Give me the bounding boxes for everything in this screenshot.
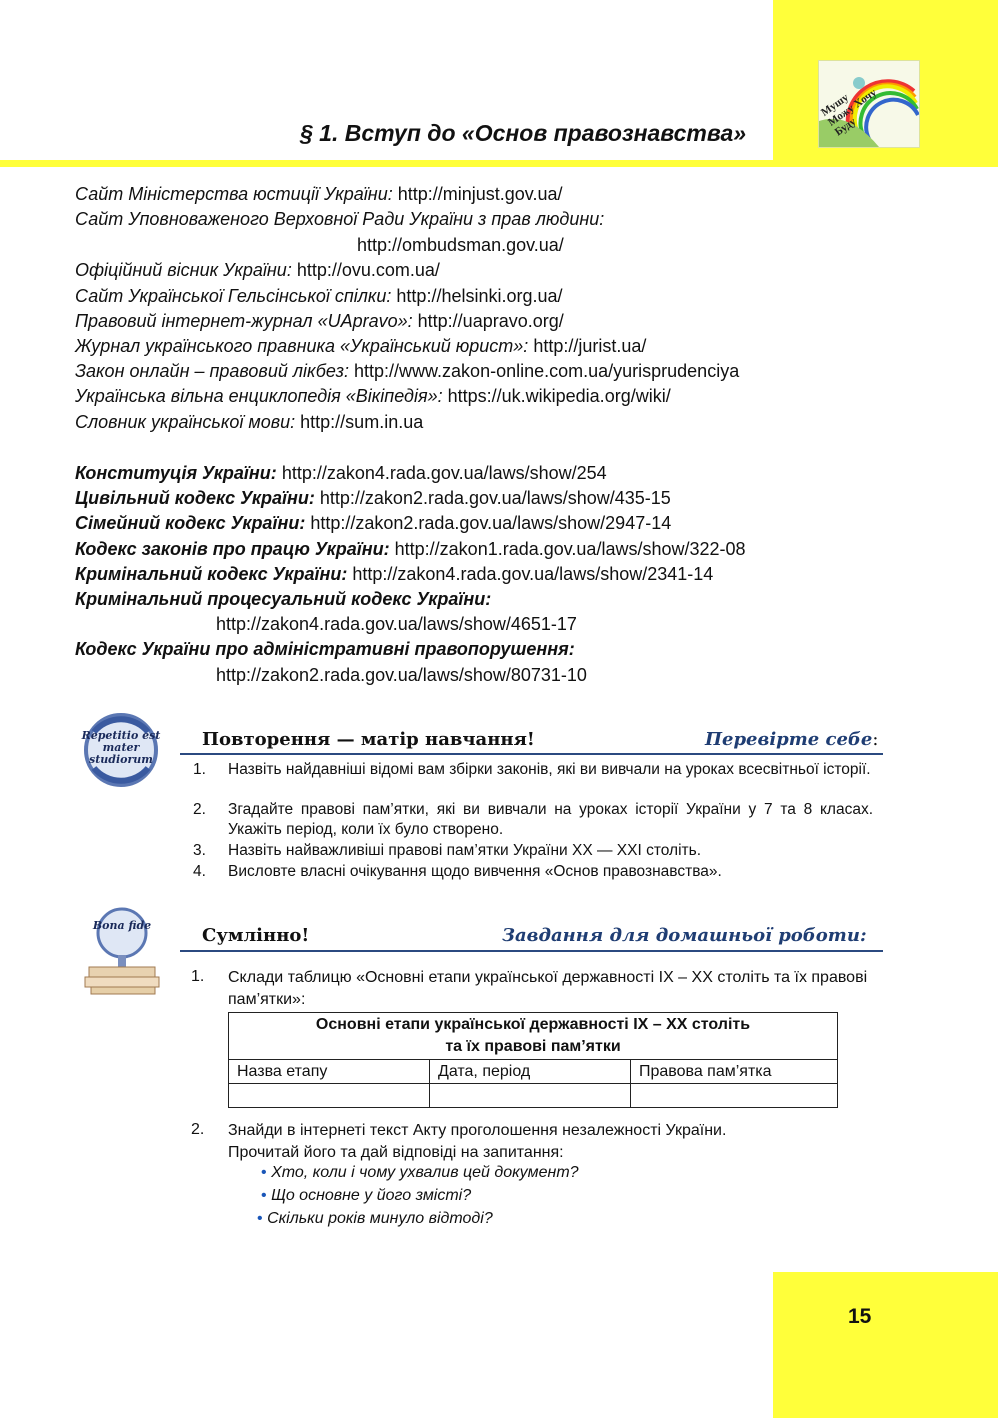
link-line bbox=[75, 208, 604, 230]
link-url[interactable]: http://sum.in.ua bbox=[300, 412, 424, 432]
link-line bbox=[75, 411, 423, 433]
item-num: 4. bbox=[193, 863, 206, 880]
code-label: Кримінальний кодекс України: bbox=[75, 564, 348, 584]
link-line bbox=[75, 285, 563, 307]
item-text: Згадайте правові пам’ятки, які ви вивчали на уроках історії України у 7 та 8 класах. Укажіть період, коли їх було створено. bbox=[228, 801, 873, 838]
code-url[interactable]: http://zakon4.rada.gov.ua/laws/show/4651-17 bbox=[216, 614, 577, 634]
link-url[interactable]: http://ombudsman.gov.ua/ bbox=[357, 235, 564, 255]
link-label: Журнал українського правника «Український юрист»: bbox=[75, 336, 529, 356]
page-number: 15 bbox=[848, 1305, 872, 1328]
bullet-icon: • bbox=[261, 1164, 267, 1181]
question-item bbox=[257, 1210, 493, 1228]
code-label: Цивільний кодекс України: bbox=[75, 488, 315, 508]
table-header-row bbox=[229, 1060, 838, 1084]
question-text: Скільки років минуло відтоді? bbox=[267, 1210, 493, 1227]
code-line bbox=[75, 538, 746, 560]
link-url[interactable]: https://uk.wikipedia.org/wiki/ bbox=[447, 386, 671, 406]
link-label: Українська вільна енциклопедія «Вікіпедія»: bbox=[75, 386, 443, 406]
code-url[interactable]: http://zakon4.rada.gov.ua/laws/show/2341-14 bbox=[352, 564, 714, 584]
logo-text: Мушу Можу Хочу Буду bbox=[819, 86, 879, 139]
code-line bbox=[75, 563, 713, 585]
homework-header-left: Сумлінно! bbox=[202, 925, 310, 946]
item-text: Назвіть найважливіші правові пам’ятки України ХХ — ХХІ століть. bbox=[228, 842, 702, 859]
link-label: Офіційний вісник України: bbox=[75, 260, 292, 280]
code-url[interactable]: http://zakon2.rada.gov.ua/laws/show/435-15 bbox=[319, 488, 671, 508]
question-item bbox=[261, 1187, 471, 1205]
code-line bbox=[75, 462, 607, 484]
code-url-line bbox=[216, 664, 587, 686]
table-cell[interactable] bbox=[229, 1084, 430, 1108]
stages-table bbox=[228, 1012, 838, 1108]
task-text-line-1: Знайди в інтернеті текст Акту проголошення незалежності України. bbox=[228, 1122, 727, 1139]
task-text: Склади таблицю «Основні етапи української державності ІХ – ХХ століть та їх правові пам’ятки»: bbox=[228, 969, 868, 1008]
rainbow-logo bbox=[818, 60, 920, 148]
task-num: 2. bbox=[191, 1121, 205, 1138]
table-title-row bbox=[229, 1013, 838, 1060]
link-url-line bbox=[357, 234, 564, 256]
code-url[interactable]: http://zakon2.rada.gov.ua/laws/show/2947-14 bbox=[310, 513, 672, 533]
link-label: Закон онлайн – правовий лікбез: bbox=[75, 361, 349, 381]
code-url[interactable]: http://zakon1.rada.gov.ua/laws/show/322-08 bbox=[394, 539, 746, 559]
code-label: Кодекс законів про працю України: bbox=[75, 539, 390, 559]
homework-header-right: Завдання для домашньої роботи: bbox=[502, 925, 867, 946]
table-row bbox=[229, 1084, 838, 1108]
list-item bbox=[193, 862, 873, 882]
item-num: 1. bbox=[193, 761, 206, 778]
question-item bbox=[261, 1164, 579, 1182]
bottom-right-yellow-block bbox=[773, 1272, 998, 1418]
link-line bbox=[75, 385, 671, 407]
code-line bbox=[75, 512, 671, 534]
table-cell[interactable] bbox=[631, 1084, 838, 1108]
repetitio-badge bbox=[80, 712, 162, 788]
column-header: Назва етапу bbox=[229, 1060, 430, 1084]
link-line bbox=[75, 310, 564, 332]
badge-text: Bona fide bbox=[92, 919, 152, 932]
bona-fide-badge bbox=[83, 905, 161, 995]
section-title: § 1. Вступ до «Основ правознавства» bbox=[300, 120, 747, 146]
table-title-cell bbox=[229, 1013, 838, 1060]
question-text: Що основне у його змісті? bbox=[271, 1187, 472, 1204]
code-label: Конституція України: bbox=[75, 463, 277, 483]
item-text: Висловте власні очікування щодо вивчення «Основ правознавства». bbox=[228, 863, 722, 880]
bullet-icon: • bbox=[257, 1210, 263, 1227]
link-url[interactable]: http://www.zakon-online.com.ua/yurisprudenciya bbox=[354, 361, 740, 381]
task-num: 1. bbox=[191, 968, 205, 985]
list-item bbox=[193, 800, 873, 840]
bullet-icon: • bbox=[261, 1187, 267, 1204]
code-url[interactable]: http://zakon2.rada.gov.ua/laws/show/80731-10 bbox=[216, 665, 587, 685]
review-header-right bbox=[705, 729, 878, 750]
item-text: Назвіть найдавніші відомі вам збірки законів, які ви вивчали на уроках всесвітньої історії. bbox=[228, 761, 871, 778]
code-url[interactable]: http://zakon4.rada.gov.ua/laws/show/254 bbox=[281, 463, 607, 483]
item-num: 2. bbox=[193, 801, 206, 818]
list-item bbox=[193, 841, 873, 861]
review-header-colon: : bbox=[872, 729, 879, 750]
homework-rule bbox=[180, 950, 883, 952]
link-url[interactable]: http://uapravo.org/ bbox=[417, 311, 564, 331]
column-header: Правова пам’ятка bbox=[631, 1060, 838, 1084]
link-line bbox=[75, 335, 646, 357]
list-item bbox=[193, 760, 873, 800]
table-title-line-1: Основні етапи української державності ІХ – ХХ століть bbox=[315, 1016, 751, 1033]
link-label: Правовий інтернет-журнал «UApravo»: bbox=[75, 311, 413, 331]
badge-text: Repetitio est mater studiorum bbox=[81, 729, 161, 766]
link-line bbox=[75, 183, 563, 205]
review-header-left: Повторення — матір навчання! bbox=[202, 729, 535, 750]
link-line bbox=[75, 259, 440, 281]
column-header: Дата, період bbox=[430, 1060, 631, 1084]
code-line bbox=[75, 588, 491, 610]
link-url[interactable]: http://jurist.ua/ bbox=[533, 336, 647, 356]
task-text-line-2: Прочитай його та дай відповіді на запитання: bbox=[228, 1144, 564, 1161]
question-text: Хто, коли і чому ухвалив цей документ? bbox=[271, 1164, 579, 1181]
link-label: Сайт Української Гельсінської спілки: bbox=[75, 286, 392, 306]
code-label: Кримінальний процесуальний кодекс України: bbox=[75, 589, 492, 609]
link-url[interactable]: http://ovu.com.ua/ bbox=[296, 260, 440, 280]
code-url-line bbox=[216, 613, 577, 635]
code-line bbox=[75, 638, 575, 660]
link-label: Словник української мови: bbox=[75, 412, 296, 432]
table-cell[interactable] bbox=[430, 1084, 631, 1108]
link-url[interactable]: http://minjust.gov.ua/ bbox=[397, 184, 563, 204]
link-label: Сайт Уповноваженого Верховної Ради України з прав людини: bbox=[75, 209, 605, 229]
code-label: Сімейний кодекс України: bbox=[75, 513, 306, 533]
link-url[interactable]: http://helsinki.org.ua/ bbox=[396, 286, 563, 306]
review-header-right-text: Перевірте себе bbox=[705, 729, 873, 750]
code-label: Кодекс України про адміністративні правопорушення: bbox=[75, 639, 575, 659]
link-label: Сайт Міністерства юстиції України: bbox=[75, 184, 393, 204]
code-line bbox=[75, 487, 671, 509]
review-rule bbox=[180, 753, 883, 755]
item-num: 3. bbox=[193, 842, 206, 859]
table-title-line-2: та їх правові пам’ятки bbox=[445, 1038, 621, 1055]
link-line bbox=[75, 360, 739, 382]
